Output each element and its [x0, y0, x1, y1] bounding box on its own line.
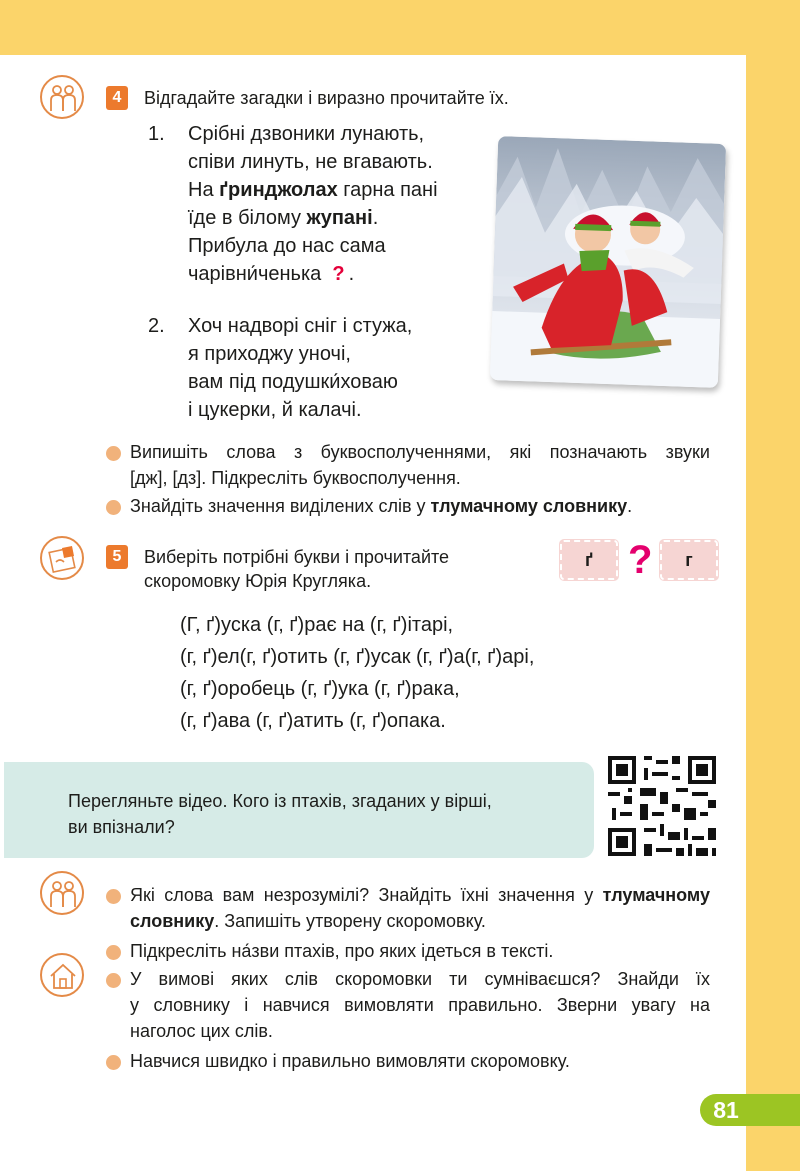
qr-code[interactable]: [604, 752, 720, 860]
riddle-1-line: Срібні дзвоники лунають,: [188, 123, 425, 145]
choice-question-mark: ?: [628, 538, 653, 582]
riddle-2-number: 2.: [148, 315, 165, 337]
task-4-bullet-1: Випишіть слова з буквосполученнями, які позначають звуки [дж], [дз]. Підкресліть буквосполучення.: [130, 442, 710, 488]
pair-work-icon: [40, 75, 84, 119]
riddle-2-line: я приходжу уночі,: [188, 343, 351, 365]
bullet: [106, 889, 121, 904]
task-4-instruction: Відгадайте загадки і виразно прочитайте їх.: [144, 88, 509, 108]
riddle-1-line: Прибула до нас сама: [188, 235, 386, 257]
riddle-1-line: співи линуть, не вгавають.: [188, 151, 433, 173]
pair-work-icon: [40, 871, 84, 915]
riddle-1: [188, 120, 438, 288]
highlight-word: жупані: [306, 207, 373, 229]
home-task-icon: [40, 953, 84, 997]
riddle-1-line: На ґринджолах гарна пані: [188, 179, 438, 201]
tongue-twister-line: (г, ґ)оробець (г, ґ)ука (г, ґ)рака,: [180, 678, 460, 700]
riddle-1-line: їде в білому жупані.: [188, 207, 379, 229]
question-mark: ?: [332, 263, 345, 285]
task-5-instruction: Виберіть потрібні букви і прочитайте скоромовку Юрія Кругляка.: [144, 547, 450, 591]
letter-card-g: г: [660, 540, 718, 580]
letter-card-g-upturn: ґ: [560, 540, 618, 580]
video-prompt: Перегляньте відео. Кого із птахів, згаданих у вірші, ви впізнали?: [68, 791, 492, 837]
task-4-badge: 4: [106, 86, 128, 110]
task-5-badge: 5: [106, 545, 128, 569]
bottom-bullet-4: Навчися швидко і правильно вимовляти скоромовку.: [130, 1051, 570, 1071]
bullet: [106, 945, 121, 960]
task-4-bullet-2: Знайдіть значення виділених слів у тлумачному словнику.: [130, 496, 633, 516]
tongue-twister-line: (г, ґ)ава (г, ґ)атить (г, ґ)опака.: [180, 710, 446, 732]
right-band: [746, 0, 800, 1171]
riddle-1-number: 1.: [148, 123, 165, 145]
tongue-twister-line: (Г, ґ)уска (г, ґ)рає на (г, ґ)ітарі,: [180, 614, 454, 636]
bottom-bullet-2: Підкресліть на́зви птахів, про яких ідеться в тексті.: [130, 941, 554, 961]
page-number: 81: [713, 1097, 739, 1123]
riddle-2: [188, 312, 412, 424]
winter-sled-photo: [490, 136, 726, 388]
bullet: [106, 446, 121, 461]
bullet: [106, 973, 121, 988]
riddle-2-line: вам під подушки́ховаю: [188, 371, 398, 393]
bottom-bullet-1: Які слова вам незрозумілі? Знайдіть їхні значення у тлумачному словнику. Запишіть утворену скоромовку.: [130, 885, 710, 931]
riddle-2-line: і цукерки, й калачі.: [188, 399, 362, 421]
top-band: [0, 0, 800, 55]
bullet: [106, 1055, 121, 1070]
riddle-1-line: чарівни́ченька ? .: [188, 263, 355, 285]
riddle-2-line: Хоч надворі сніг і стужа,: [188, 315, 413, 337]
bullet: [106, 500, 121, 515]
tongue-twister-line: (г, ґ)ел(г, ґ)отить (г, ґ)усак (г, ґ)а(г, ґ)арі,: [180, 646, 535, 668]
highlight-word: ґринджолах: [219, 179, 338, 201]
puzzle-icon: [40, 536, 84, 580]
bottom-bullet-3: У вимові яких слів скоромовки ти сумніваєшся? Знайди їх у словнику і навчися вимовляти правильно. Зверни увагу на наголос цих слів.: [130, 969, 710, 1041]
